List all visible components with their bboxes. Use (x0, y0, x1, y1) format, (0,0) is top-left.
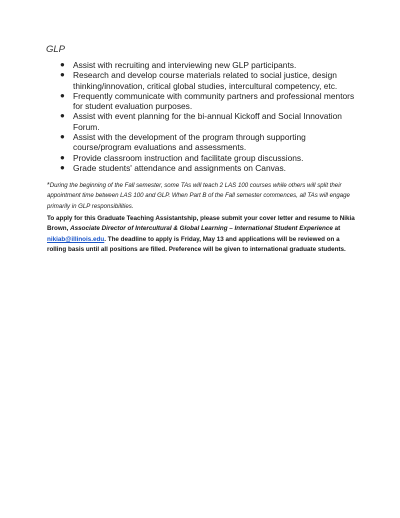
email-link[interactable]: nikiab@illinois.edu (47, 235, 105, 243)
bullet-icon: ● (60, 152, 65, 162)
duty-text: Frequently communicate with community partners and professional mentors for student evaluation purposes. (73, 90, 355, 112)
apply-text-part1: To apply for this Graduate Teaching Assistantship, please submit your cover letter and resume to Nikia Brown, (47, 215, 355, 233)
duty-text: Assist with the development of the program through supporting course/program evaluations and assessments. (73, 132, 306, 153)
section-heading: GLP (46, 44, 66, 55)
bullet-icon: ● (60, 70, 65, 80)
list-item (60, 163, 360, 173)
application-instructions (47, 214, 359, 256)
bullet-icon: ● (60, 132, 65, 142)
apply-text-part2: at (332, 225, 341, 233)
duty-text: Research and develop course materials related to social justice, design thinking/innovation, critical global studies, intercultural competency, etc. (73, 70, 338, 91)
list-item (60, 91, 360, 112)
list-item (60, 132, 360, 153)
footnote-text: During the beginning of the Fall semester, some TAs will teach 2 LAS 100 courses while others will split their appointment time between LAS 100 and GLP. When Part B of the Fall semester commences, all TAs will engage primarily in GLP responsibilities. (47, 182, 350, 210)
duty-text: Grade students' attendance and assignments on Canvas. (73, 162, 286, 173)
list-item (60, 70, 360, 91)
list-item (60, 60, 360, 70)
footnote (47, 181, 359, 212)
bullet-icon: ● (60, 162, 65, 172)
bullet-icon: ● (60, 90, 65, 100)
duty-text: Assist with event planning for the bi-annual Kickoff and Social Innovation Forum. (73, 111, 342, 132)
duty-text: Provide classroom instruction and facilitate group discussions. (73, 152, 304, 163)
list-item (60, 111, 360, 132)
duty-text: Assist with recruiting and interviewing new GLP participants. (73, 60, 297, 70)
bullet-icon: ● (60, 60, 65, 69)
contact-title: Associate Director of Intercultural & Global Learning – International Student Experience (70, 225, 333, 233)
footnote-marker: * (47, 182, 50, 189)
list-item (60, 153, 360, 163)
bullet-icon: ● (60, 111, 65, 121)
duties-list (60, 60, 360, 173)
apply-text-part3: . The deadline to apply is Friday, May 13 and applications will be reviewed on a rolling basis until all positions are filled. Preference will be given to international graduate students. (47, 235, 346, 254)
